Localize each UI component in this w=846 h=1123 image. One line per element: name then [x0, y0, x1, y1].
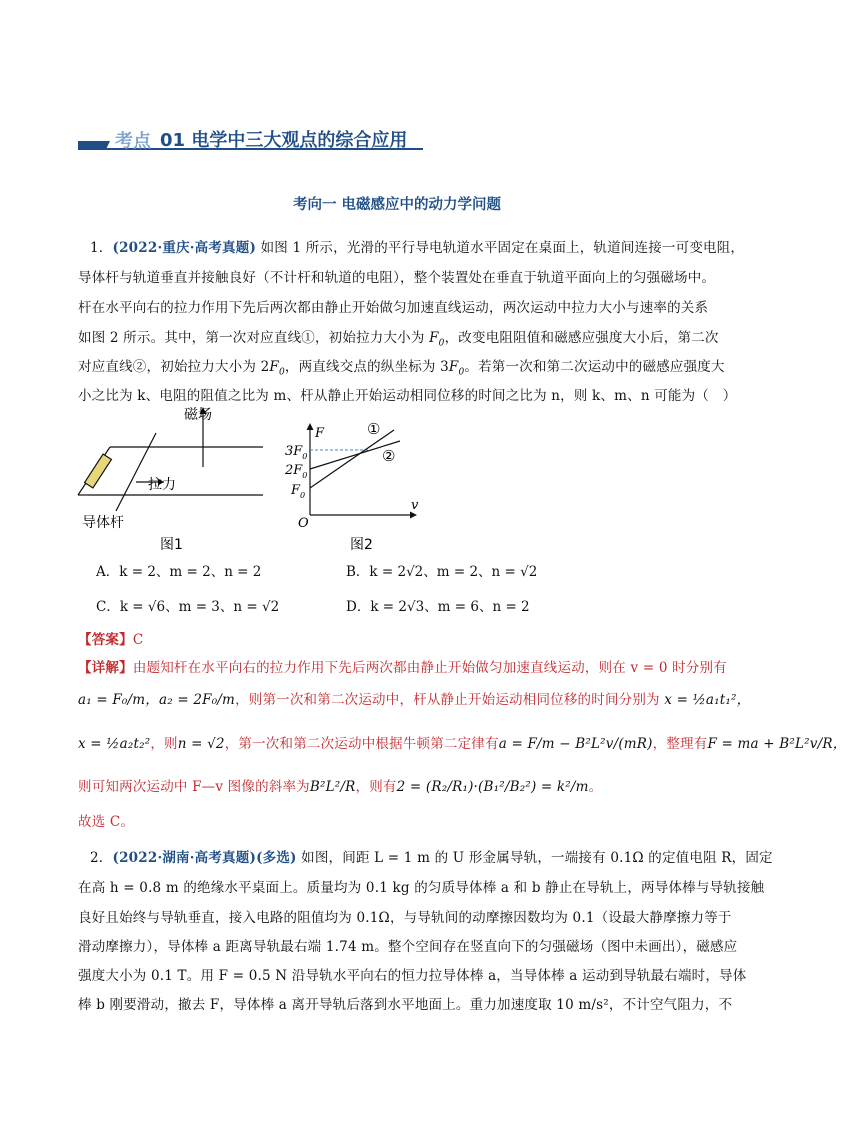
q1-line-1	[90, 236, 744, 256]
q2-line-4: 滑动摩擦力），导体棒 a 距离导轨最右端 1.74 m。整个空间存在竖直向下的匀强磁场（图中未画出），磁感应	[78, 939, 738, 955]
label-rod: 导体杆	[82, 515, 124, 531]
axis-label-F: F	[315, 426, 325, 441]
axis-label-v: v	[411, 498, 419, 513]
q1-line-4	[78, 326, 719, 349]
q2-line-5: 强度大小为 0.1 T。用 F = 0.5 N 沿导轨水平向右的恒力拉导体棒 a，当导体棒 a 运动到导轨最右端时，导体	[78, 968, 747, 984]
q2-number: 2．	[90, 850, 113, 866]
tick-F0: $F_0$	[291, 483, 306, 500]
detail-formula-x2: x = ½a₂t₂²	[78, 736, 151, 752]
q1-text-5a: 对应直线②，初始拉力大小为 2	[78, 359, 270, 375]
origin-label: O	[298, 516, 309, 531]
detail-text-3b: ，则	[150, 736, 178, 752]
q2-line-3: 良好且始终与导轨垂直，接入电路的阻值均为 0.1Ω，与导轨间的动摩擦因数均为 0.1（设最大静摩擦力等于	[78, 910, 732, 926]
q1-option-d[interactable]: D．k = 2√3、m = 6、n = 2	[346, 599, 530, 615]
q1-f0-symbol: $F_0$	[429, 330, 445, 349]
detail-text-3f: ，整理有	[652, 736, 708, 752]
label-force: 拉力	[148, 477, 176, 493]
q2-text-1: 如图，间距 L = 1 m 的 U 形金属导轨，一端接有 0.1Ω 的定值电阻 R，固定	[301, 850, 773, 866]
conductor-rod	[116, 433, 156, 511]
q1-option-c[interactable]: C．k = √6、m = 3、n = √2	[96, 599, 280, 615]
q1-source: (2022·重庆·高考真题)	[112, 240, 257, 256]
q2-source: (2022·湖南·高考真题)	[112, 850, 257, 866]
section-title: 01 电学中三大观点的综合应用	[160, 130, 408, 151]
q1-text-4b: ，改变电阻阻值和磁感应强度大小后，第二次	[444, 330, 719, 346]
tick-3F0: $3F_0$	[285, 444, 308, 461]
q1-line-5	[78, 355, 725, 378]
q1-line-6: 小之比为 k、电阻的阻值之比为 m、杆从静止开始运动相同位移的时间之比为 n，则 k、m、n 可能为（ ）	[78, 388, 737, 404]
detail-text-3d: ，第一次和第二次运动中根据牛顿第二定律有	[224, 736, 499, 752]
q1-text-5b: ，两直线交点的纵坐标为 3	[284, 359, 449, 375]
q1-figure-svg	[78, 403, 438, 555]
q2-multi: (多选)	[256, 850, 297, 866]
q1-f0-symbol-2: $F_0$	[269, 359, 285, 378]
section-heading	[78, 126, 422, 152]
answer-value: C	[132, 632, 144, 648]
detail-formula-accel: a₁ = F₀/m，a₂ = 2F₀/m	[78, 692, 236, 708]
q1-detail-line-3	[78, 732, 846, 752]
detail-text-2: ，则第一次和第二次运动中，杆从静止开始运动相同位移的时间分别为	[235, 692, 660, 708]
q1-detail-line-1	[78, 656, 727, 676]
q1-line-3: 杆在水平向右的拉力作用下先后两次都由静止开始做匀加速直线运动，两次运动中拉力大小与速率的关系	[78, 300, 709, 316]
y-axis-arrow-icon	[307, 423, 314, 430]
q2-line-6: 棒 b 刚要滑动，撤去 F，导体棒 a 离开导轨后落到水平地面上。重力加速度取 10 m/s²，不计空气阻力，不	[78, 997, 733, 1013]
q1-detail-line-2	[78, 688, 750, 708]
figure-2-caption: 图2	[350, 537, 373, 553]
q1-f0-symbol-3: $F_0$	[448, 359, 465, 378]
detail-formula-F: F = ma + B²L²v/R，	[707, 736, 846, 752]
detail-formula-x1: x = ½a₁t₁²，	[664, 692, 751, 708]
detail-formula-slope: B²L²/R	[309, 779, 356, 795]
section-kaodian-label: 考点	[115, 131, 151, 152]
detail-text-4e: 。	[588, 779, 603, 795]
detail-text-4a: 则可知两次运动中 F—v 图像的斜率为	[78, 779, 310, 795]
q1-text-1: 如图 1 所示，光滑的平行导电轨道水平固定在桌面上，轨道间连接一可变电阻，	[260, 240, 745, 256]
figure-2-graph	[284, 420, 419, 553]
q1-figures	[78, 403, 438, 555]
figure-1-diagram	[78, 406, 263, 553]
q1-option-b[interactable]: B．k = 2√2、m = 2、n = √2	[346, 564, 538, 580]
detail-formula-n: n = √2	[177, 736, 225, 752]
q1-number: 1．	[90, 240, 113, 256]
q1-answer	[78, 628, 143, 648]
q1-text-4a: 如图 2 所示。其中，第一次对应直线①，初始拉力大小为	[78, 330, 425, 346]
q1-conclusion: 故选 C。	[78, 814, 135, 830]
detail-text-1: 由题知杆在水平向右的拉力作用下先后两次都由静止开始做匀加速直线运动，则在 v = 0 时分别有	[132, 660, 727, 676]
q1-detail-line-4	[78, 775, 602, 795]
tick-2F0: $2F_0$	[285, 463, 308, 480]
line-2-label: ②	[382, 447, 396, 465]
answer-label: 【答案】	[78, 632, 133, 648]
q2-line-1	[90, 846, 773, 866]
figure-1-caption: 图1	[160, 537, 183, 553]
detail-label: 【详解】	[78, 660, 133, 676]
q2-line-2: 在高 h = 0.8 m 的绝缘水平桌面上。质量均为 0.1 kg 的匀质导体棒 a 和 b 静止在导轨上，两导体棒与导轨接触	[78, 880, 765, 896]
label-field: 磁场	[184, 407, 212, 423]
subsection-title: 考向一 电磁感应中的动力学问题	[292, 197, 502, 213]
detail-formula-newton: a = F/m − B²L²v/(mR)	[498, 736, 653, 752]
detail-formula-ratio: 2 = (R₂/R₁)·(B₁²/B₂²) = k²/m	[396, 779, 589, 795]
line-1-label: ①	[367, 420, 381, 438]
resistor-icon	[85, 454, 112, 488]
q1-line-2: 导体杆与轨道垂直并接触良好（不计杆和轨道的电阻），整个装置处在垂直于轨道平面向上的匀强磁场中。	[78, 270, 716, 286]
q1-text-5c: 。若第一次和第二次运动中的磁感应强度大	[464, 359, 725, 375]
q1-option-a[interactable]: A．k = 2、m = 2、n = 2	[96, 564, 262, 580]
detail-text-4c: ，则有	[355, 779, 397, 795]
